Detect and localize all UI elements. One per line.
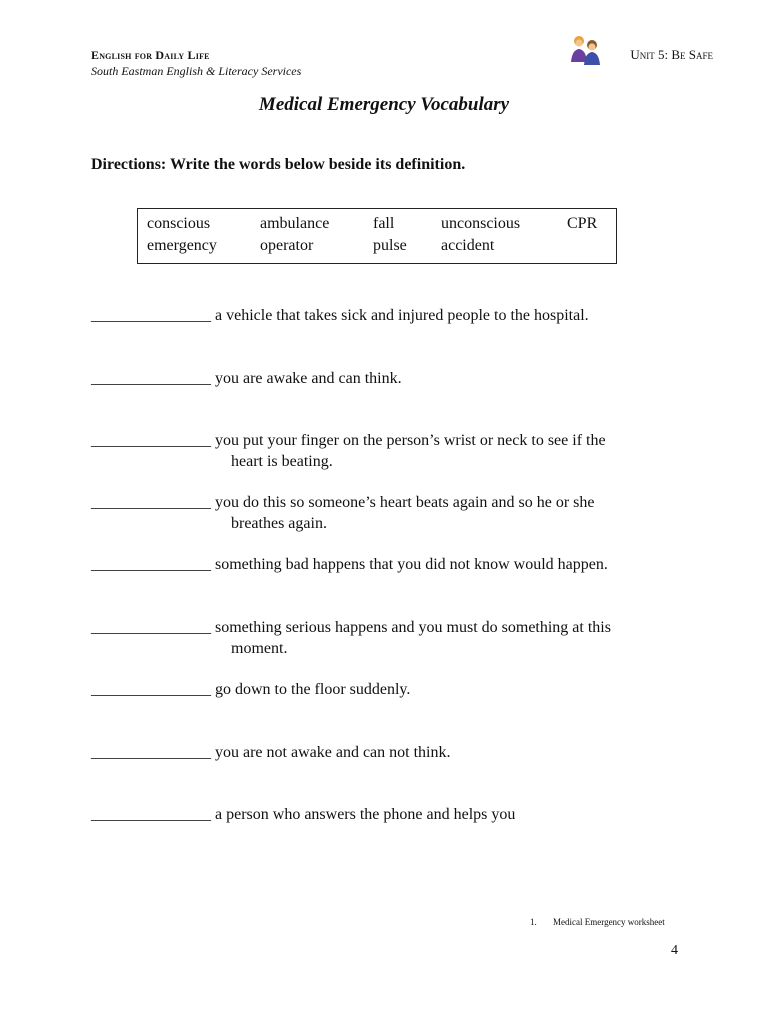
footnote [530, 917, 665, 927]
word-bank-word: ambulance [260, 215, 330, 232]
word-bank-word: CPR [567, 215, 598, 232]
definition-text: you do this so someone’s heart beats again and so he or she [215, 494, 595, 511]
definition-item [91, 368, 691, 389]
word-bank-word: conscious [147, 215, 211, 232]
definition-text: a person who answers the phone and helps you [215, 806, 516, 823]
directions-text: Directions: Write the words below beside its definition. [91, 156, 466, 173]
word-bank-word: unconscious [441, 215, 521, 232]
word-bank-word: fall [373, 215, 395, 232]
definition-item [91, 492, 691, 534]
definition-text: you are awake and can think. [215, 370, 402, 387]
definition-item [91, 554, 691, 575]
footnote-number: 1. [530, 917, 537, 927]
definition-item [91, 804, 691, 825]
definition-text: something bad happens that you did not know would happen. [215, 556, 608, 573]
answer-blank[interactable]: _______________ [91, 432, 211, 449]
answer-blank[interactable]: _______________ [91, 806, 211, 823]
answer-blank[interactable]: _______________ [91, 744, 211, 761]
answer-blank[interactable]: _______________ [91, 370, 211, 387]
definition-item [91, 742, 691, 763]
word-bank-word: accident [441, 237, 495, 254]
page-number: 4 [671, 943, 678, 958]
definition-text-continued: moment. [231, 640, 288, 657]
answer-blank[interactable]: _______________ [91, 307, 211, 324]
unit-label: Unit 5: Be Safe [630, 47, 713, 62]
word-bank-word: pulse [373, 237, 407, 254]
footnote-text: Medical Emergency worksheet [553, 917, 665, 927]
definition-text: you are not awake and can not think. [215, 744, 451, 761]
answer-blank[interactable]: _______________ [91, 619, 211, 636]
definition-text: a vehicle that takes sick and injured people to the hospital. [215, 307, 589, 324]
organization-name: South Eastman English & Literacy Services [91, 64, 302, 78]
document-header [91, 47, 301, 79]
definition-text: you put your finger on the person’s wrist or neck to see if the [215, 432, 606, 449]
definition-text-continued: breathes again. [231, 515, 327, 532]
definition-item [91, 617, 691, 659]
definition-text: something serious happens and you must do something at this [215, 619, 611, 636]
word-bank-word: operator [260, 237, 314, 254]
series-title: English for Daily Life [91, 48, 210, 62]
definition-text: go down to the floor suddenly. [215, 681, 411, 698]
definition-item [91, 430, 691, 472]
answer-blank[interactable]: _______________ [91, 681, 211, 698]
definition-item [91, 305, 691, 326]
definition-item [91, 679, 691, 700]
worksheet-title: Medical Emergency Vocabulary [258, 94, 510, 115]
word-bank [137, 208, 617, 264]
word-bank-word: emergency [147, 237, 217, 254]
people-logo-icon [568, 32, 604, 66]
answer-blank[interactable]: _______________ [91, 494, 211, 511]
definition-text-continued: heart is beating. [231, 453, 333, 470]
answer-blank[interactable]: _______________ [91, 556, 211, 573]
